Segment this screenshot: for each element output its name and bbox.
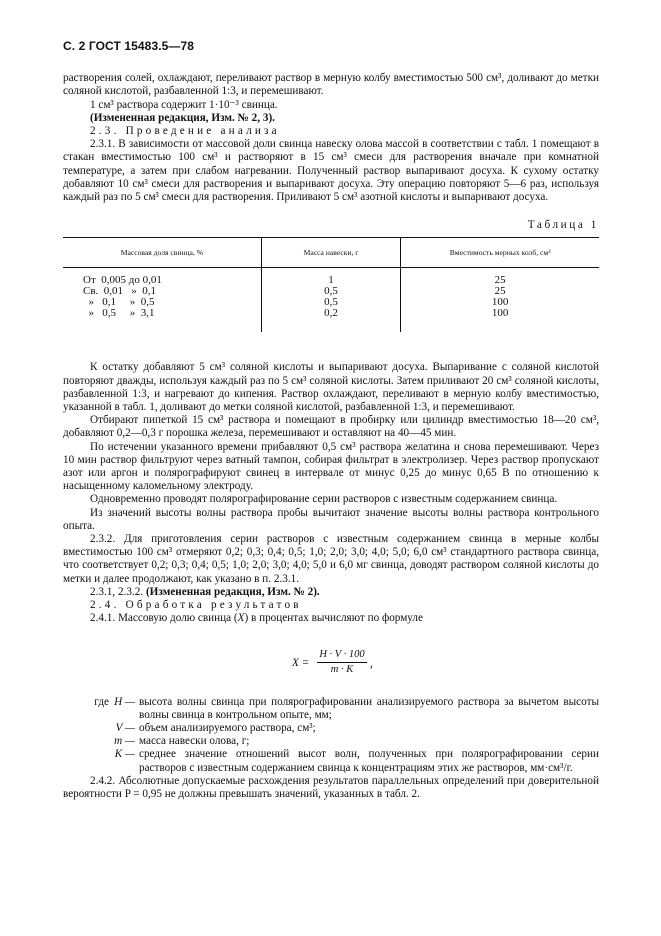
paragraph-2-4-2: 2.4.2. Абсолютные допускаемые расхождения результатов параллельных определений при доверительной вероятности P = 0,95 не должны превышать значений, указанных в табл. 2. (63, 774, 599, 800)
formula-denominator: m · K (330, 663, 354, 675)
table-1 (63, 237, 599, 332)
sample-mass: 0,5 (324, 296, 338, 309)
lead-range: » 0,1 » 0,5 (83, 296, 155, 309)
amendment-note-2-3: (Измененная редакция, Изм. № 2, 3). (90, 111, 275, 124)
amendment-note-2 (63, 586, 599, 599)
definition-item (63, 696, 599, 722)
paragraph-polarography: По истечении указанного времени прибавляют 0,5 см³ раствора желатина и снова перемешивают. Через 10 мин раствор фильтруют через ватный тампон, собирая фильтрат в электролизер. Через раствор пропускают азот или аргон и полярографируют свинец в интервале от минус 0,25 до минус 0,65 В по отношению к насыщенному каломельному электроду. (63, 440, 599, 493)
paragraph-concentration: 1 см³ раствора содержит 1·10⁻³ свинца. (90, 98, 278, 111)
formula (63, 634, 599, 694)
formula-comma: , (370, 657, 373, 670)
formula-fraction (317, 648, 367, 676)
table-cell-flask-volume (401, 268, 599, 333)
amendment-label: (Измененная редакция, Изм. № 2). (145, 585, 320, 598)
definition-lead (63, 722, 109, 735)
definition-text: высота волны свинца при полярографировании анализируемого раствора за вычетом высоты волны свинца в контрольном опыте, мм; (139, 695, 599, 721)
p241-before: 2.4.1. Массовую долю свинца ( (90, 612, 238, 625)
table-row (63, 268, 599, 333)
definition-symbol: H — (114, 695, 135, 708)
table-cell-lead-fraction (63, 268, 261, 333)
paragraph-subtract: Из значений высоты волны раствора пробы вычитают значение высоты волны раствора контрольного опыта. (63, 506, 599, 532)
definition-text: масса навески олова, г; (139, 735, 250, 748)
definition-lead: где (94, 695, 109, 708)
formula-numerator: H · V · 100 (317, 648, 367, 663)
table-header-flask-volume: Вместимость мерных колб, см³ (401, 238, 599, 268)
definition-symbol: m — (114, 735, 135, 748)
p241-after: ) в процентах вычисляют по формуле (244, 612, 423, 625)
paragraph-pipette: Отбирают пипеткой 15 см³ раствора и помещают в пробирку или цилиндр вместимостью 18—20 см³, добавляют 0,2—0,3 г порошка железа, перемешивают и оставляют на 40—45 мин. (63, 414, 599, 440)
spacer (63, 332, 599, 361)
sample-mass: 1 (328, 274, 334, 287)
sample-mass: 0,2 (324, 307, 338, 320)
table-header-sample-mass: Масса навески, г (261, 238, 400, 268)
definition-item (63, 735, 599, 748)
paragraph-2-3-2: 2.3.2. Для приготовления серии растворов с известным содержанием свинца в мерные колбы вместимостью 100 см³ отмеряют 0,2; 0,3; 0,4; 0,5; 1,0; 2,0; 3,0; 4,0; 5,0; 6,0 см³ стандартного раствора свинца, что соответствует 0,2; 0,3; 0,4; 0,5; 1,0; 2,0; 3,0; 4,0; 5,0 и 6,0 мг свинца, доводят раствором соляной кислоты до метки и далее продолжают, как указано в п. 2.3.1. (63, 533, 599, 585)
page-header: С. 2 ГОСТ 15483.5—78 (63, 39, 195, 53)
definition-item (63, 748, 599, 774)
definition-lead (63, 735, 109, 748)
definitions-list (63, 696, 599, 775)
document-page (63, 40, 599, 801)
amendment-ref: 2.3.1, 2.3.2. (90, 585, 146, 598)
definition-symbol: V — (115, 721, 135, 734)
lead-range: От 0,005 до 0,01 (83, 274, 162, 287)
flask-volume: 25 (494, 274, 506, 287)
flask-volume: 100 (491, 307, 509, 320)
definition-text: объем анализируемого раствора, см³; (139, 721, 316, 734)
paragraph-residue: К остатку добавляют 5 см³ соляной кислоты и выпаривают досуха. Выпаривание с соляной кислотой повторяют дважды, используя каждый раз по 5 см³ соляной кислоты. Затем приливают 20 см³ соляной кислоты, разбавленной 1:3, и нагревают до кипения. Раствор охлаждают, переливают в мерную колбу вместимостью, указанной в табл. 1, доливают до метки соляной кислотой, разбавленной 1:3, и перемешивают. (63, 361, 599, 414)
paragraph-2-4-1 (63, 612, 599, 625)
sample-mass: 0,5 (324, 285, 338, 298)
paragraph-2-3-1: 2.3.1. В зависимости от массовой доли свинца навеску олова массой в соответствии с табл. 1 помещают в стакан вместимостью 100 см³ и растворяют в 15 см³ смеси для растворения вначале при комнатной температуре, а затем при слабом нагревании. Полученный раствор выпаривают досуха. К сухому остатку добавляют 10 см³ смеси для растворения и выпаривают досуха. Эту операцию повторяют 5—6 раз, используя каждый раз по 5 см³ смеси для растворения. Приливают 5 см³ азотной кислоты и выпаривают досуха. (63, 138, 599, 204)
paragraph-dissolution: растворения солей, охлаждают, переливают раствор в мерную колбу вместимостью 500 см³, доливают до метки соляной кислотой, разбавленной 1:3, и перемешивают. (63, 72, 599, 98)
lead-range: Св. 0,01 » 0,1 (83, 285, 157, 298)
definition-symbol: K — (114, 748, 135, 761)
definition-text: среднее значение отношений высот волн, полученных при полярографировании серии растворов с известным содержанием свинца к концентрациям этих же растворов, мм·см³/г. (139, 748, 599, 774)
flask-volume: 25 (494, 285, 506, 298)
lead-range: » 0,5 » 3,1 (83, 307, 155, 320)
paragraph-series: Одновременно проводят полярографирование серии растворов с известным содержанием свинца. (90, 493, 558, 506)
table-caption: Таблица 1 (527, 219, 599, 232)
definition-lead (63, 748, 109, 774)
table-header-lead-fraction: Массовая доля свинца, % (63, 238, 261, 268)
flask-volume: 100 (491, 296, 509, 309)
section-heading-analysis: 2.3. Проведение анализа (90, 125, 280, 138)
table-cell-sample-mass (261, 268, 400, 333)
definition-item (63, 722, 599, 735)
formula-lhs: X = (292, 656, 310, 669)
p241-var: X (237, 612, 245, 625)
section-heading-processing: 2.4. Обработка результатов (90, 599, 302, 612)
